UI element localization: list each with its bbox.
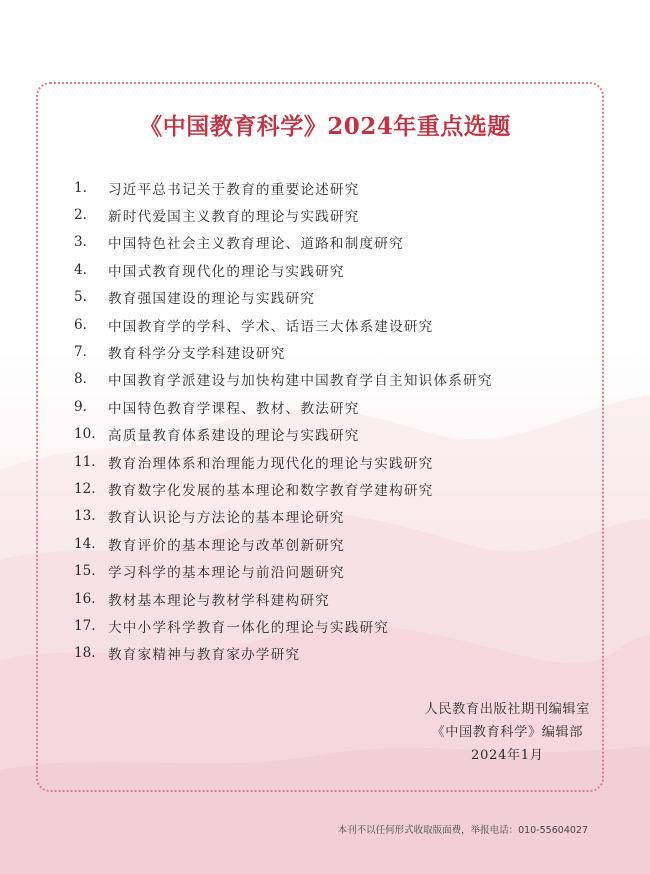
- list-item: [74, 612, 493, 639]
- list-item: [74, 366, 493, 393]
- list-item: [74, 174, 493, 201]
- item-number: 17.: [74, 617, 96, 634]
- item-number: 14.: [74, 535, 96, 552]
- item-text: 教育强国建设的理论与实践研究: [108, 291, 316, 308]
- list-item: [74, 311, 493, 338]
- item-number: 5.: [74, 289, 87, 306]
- item-text: 学习科学的基本理论与前沿问题研究: [108, 565, 345, 582]
- topic-list: [74, 174, 493, 667]
- list-item: [74, 448, 493, 475]
- list-item: [74, 393, 493, 420]
- item-number: 11.: [74, 453, 96, 470]
- item-text: 习近平总书记关于教育的重要论述研究: [108, 181, 360, 198]
- item-text: 中国教育学的学科、学术、话语三大体系建设研究: [108, 318, 434, 335]
- list-item: [74, 475, 493, 502]
- item-number: 2.: [74, 207, 87, 224]
- publisher-line: 人民教育出版社期刊编辑室: [424, 702, 590, 717]
- item-number: 4.: [74, 261, 87, 278]
- list-item: [74, 585, 493, 612]
- footer-note: 本刊不以任何形式收取版面费，举报电话：010-55604027: [337, 825, 588, 836]
- item-number: 6.: [74, 316, 87, 333]
- list-item: [74, 640, 493, 667]
- item-number: 12.: [74, 480, 96, 497]
- item-text: 大中小学科学教育一体化的理论与实践研究: [108, 619, 390, 636]
- list-item: [74, 256, 493, 283]
- item-text: 教材基本理论与教材学科建构研究: [108, 592, 330, 609]
- list-item: [74, 503, 493, 530]
- item-number: 1.: [74, 179, 87, 196]
- item-number: 9.: [74, 398, 87, 415]
- item-number: 13.: [74, 508, 96, 525]
- list-item: [74, 338, 493, 365]
- list-item: [74, 557, 493, 584]
- editorial-line: 《中国教育科学》编辑部: [431, 725, 584, 740]
- item-text: 中国特色社会主义教育理论、道路和制度研究: [108, 236, 404, 253]
- item-number: 3.: [74, 234, 87, 251]
- item-number: 7.: [74, 344, 87, 361]
- item-text: 中国特色教育学课程、教材、教法研究: [108, 400, 360, 417]
- item-text: 教育治理体系和治理能力现代化的理论与实践研究: [108, 455, 434, 472]
- list-item: [74, 201, 493, 228]
- page-title: 《中国教育科学》2024年重点选题: [139, 113, 511, 140]
- item-text: 教育科学分支学科建设研究: [108, 346, 286, 363]
- item-text: 教育认识论与方法论的基本理论研究: [108, 510, 345, 527]
- item-number: 16.: [74, 590, 96, 607]
- item-text: 中国教育学派建设与加快构建中国教育学自主知识体系研究: [108, 373, 493, 390]
- list-item: [74, 421, 493, 448]
- list-item: [74, 284, 493, 311]
- signature-block: [425, 698, 590, 767]
- list-item: [74, 530, 493, 557]
- item-number: 15.: [74, 563, 96, 580]
- date-line: 2024年1月: [471, 748, 544, 763]
- item-text: 高质量教育体系建设的理论与实践研究: [108, 428, 360, 445]
- item-text: 新时代爱国主义教育的理论与实践研究: [108, 209, 360, 226]
- list-item: [74, 229, 493, 256]
- item-text: 教育评价的基本理论与改革创新研究: [108, 537, 345, 554]
- item-text: 中国式教育现代化的理论与实践研究: [108, 263, 345, 280]
- item-number: 8.: [74, 371, 87, 388]
- item-number: 18.: [74, 645, 96, 662]
- item-text: 教育家精神与教育家办学研究: [108, 647, 301, 664]
- item-number: 10.: [74, 426, 96, 443]
- item-text: 教育数字化发展的基本理论和数字教育学建构研究: [108, 482, 434, 499]
